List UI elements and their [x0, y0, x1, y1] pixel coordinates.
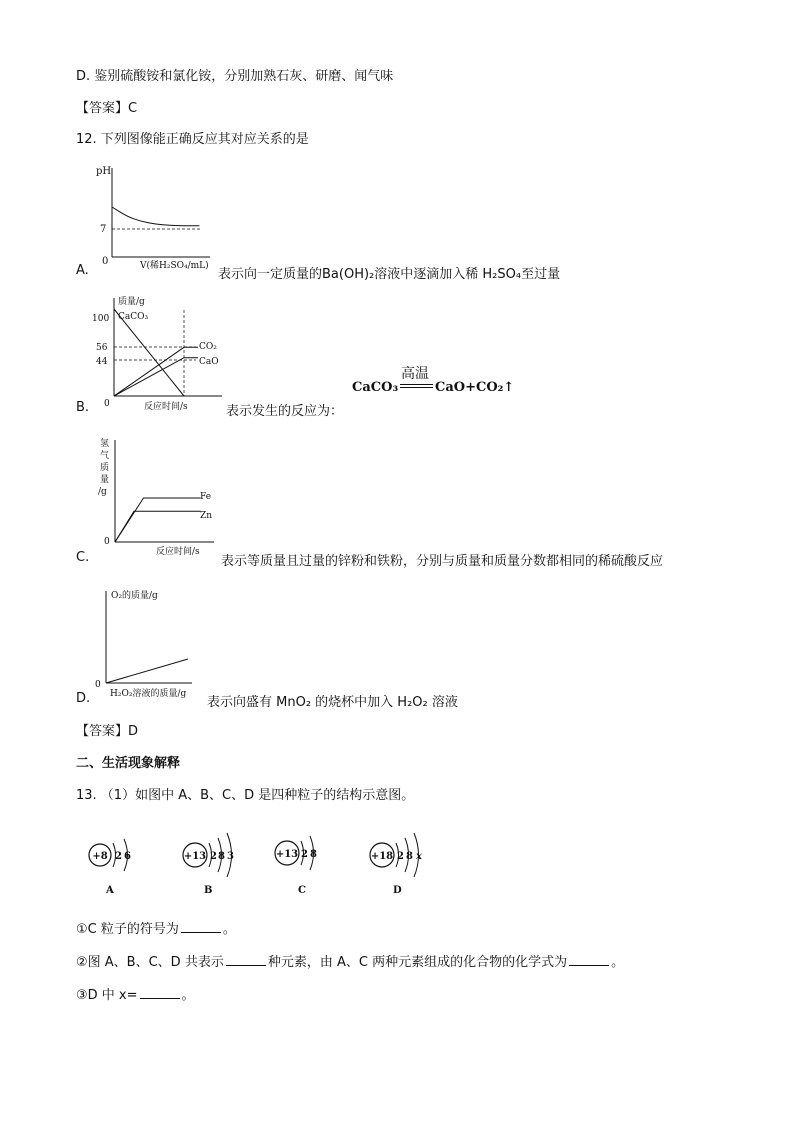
chart-a-ytick: 7 — [100, 224, 107, 235]
svg-text:6: 6 — [124, 851, 131, 862]
equation-equals-sign — [400, 384, 433, 388]
chart-c-origin: 0 — [104, 537, 110, 547]
q13-sub2-blank-2[interactable] — [569, 953, 609, 966]
svg-text:+8: +8 — [92, 851, 108, 862]
chart-d-xlabel: H₂O₂溶液的质量/g — [110, 689, 187, 699]
chart-b-series-caco3 — [114, 309, 184, 396]
q12-option-a-letter: A. — [76, 263, 89, 278]
chart-c-ylabel — [98, 437, 109, 497]
chart-b-label-cao: CaO — [199, 357, 219, 367]
q13-sub3-blank[interactable] — [140, 986, 180, 999]
chart-a-series-ph — [112, 207, 199, 226]
svg-text:气: 气 — [100, 451, 110, 461]
chart-d — [92, 585, 207, 703]
chart-c — [92, 432, 222, 560]
q13-sub2-blank-1[interactable] — [226, 953, 266, 966]
equation-condition: 高温 — [401, 366, 429, 382]
chart-a-xlabel: V(稀H₂SO₄/mL) — [140, 261, 209, 271]
particle-a-label: A — [106, 885, 114, 896]
chart-b — [92, 292, 232, 416]
q13-sub2-suffix: 。 — [611, 955, 625, 970]
q13-sub3-prefix: ③D 中 x= — [76, 988, 138, 1003]
q13-sub3 — [76, 986, 195, 1005]
chart-c-label-zn: Zn — [200, 511, 213, 521]
particle-c — [275, 836, 317, 896]
chart-a — [92, 160, 220, 272]
svg-text:+13: +13 — [183, 851, 207, 862]
chart-b-series-cao — [114, 358, 198, 396]
chart-c-series-fe — [115, 498, 201, 542]
chart-b-ytick-44: 44 — [96, 357, 108, 367]
particle-a — [89, 839, 131, 896]
svg-text:2: 2 — [397, 851, 404, 862]
svg-text:8: 8 — [406, 851, 413, 862]
chart-c-xlabel: 反应时间/s — [156, 547, 200, 557]
svg-text:+18: +18 — [370, 851, 394, 862]
q13-sub2 — [76, 953, 624, 972]
chart-b-xlabel: 反应时间/s — [144, 402, 188, 412]
particle-c-label: C — [298, 885, 306, 896]
svg-text:氢: 氢 — [100, 439, 110, 449]
chart-d-series-o2 — [106, 659, 188, 683]
q11-answer: 【答案】C — [76, 101, 138, 116]
chart-b-ytick-100: 100 — [92, 314, 110, 324]
chart-c-label-fe: Fe — [200, 492, 212, 502]
equation-right: CaO+CO₂↑ — [435, 380, 515, 395]
q12-option-b-letter: B. — [76, 400, 90, 415]
chart-d-ylabel: O₂的质量/g — [111, 591, 158, 601]
svg-text:8: 8 — [218, 851, 225, 862]
chart-b-origin: 0 — [104, 399, 110, 409]
svg-text:3: 3 — [227, 851, 234, 862]
chart-b-label-co2: CO₂ — [199, 342, 217, 352]
q12-option-c-letter: C. — [76, 550, 90, 565]
q13-sub1-prefix: ①C 粒子的符号为 — [76, 922, 179, 937]
q12-answer: 【答案】D — [76, 724, 139, 739]
q13-sub1 — [76, 920, 236, 939]
section-2-title: 二、生活现象解释 — [76, 756, 181, 771]
particle-b-label: B — [204, 885, 213, 896]
svg-text:量: 量 — [100, 475, 110, 485]
q12-option-c-text: 表示等质量且过量的锌粉和铁粉，分别与质量和质量分数都相同的稀硫酸反应 — [221, 554, 664, 569]
chart-a-ylabel: pH — [96, 166, 112, 177]
q13-sub3-suffix: 。 — [181, 988, 195, 1003]
q13-stem: 13. （1）如图中 A、B、C、D 是四种粒子的结构示意图。 — [76, 788, 415, 803]
svg-text:2: 2 — [301, 849, 308, 860]
chart-d-origin: 0 — [95, 680, 101, 690]
particle-d-label: D — [393, 885, 402, 896]
svg-text:x: x — [416, 851, 422, 862]
svg-text:/g: /g — [98, 487, 107, 497]
q11-option-d: D. 鉴别硫酸铵和氯化铵，分别加熟石灰、研磨、闻气味 — [76, 69, 394, 84]
q12-option-d-letter: D. — [76, 691, 91, 706]
particle-d — [370, 833, 423, 896]
q12-option-a-text: 表示向一定质量的Ba(OH)₂溶液中逐滴加入稀 H₂SO₄至过量 — [218, 267, 561, 282]
svg-text:+13: +13 — [275, 849, 299, 860]
q13-sub1-blank[interactable] — [181, 920, 221, 933]
svg-text:8: 8 — [310, 849, 317, 860]
svg-text:2: 2 — [115, 851, 122, 862]
chart-a-origin: 0 — [102, 256, 109, 267]
q12-option-b-text: 表示发生的反应为： — [226, 404, 344, 419]
equation-left: CaCO₃ — [352, 380, 399, 395]
svg-text:质: 质 — [100, 463, 110, 473]
chart-b-ytick-56: 56 — [96, 343, 108, 353]
q12-stem: 12. 下列图像能正确反应其对应关系的是 — [76, 132, 309, 147]
particle-diagrams — [76, 825, 456, 903]
q12-option-d-text: 表示向盛有 MnO₂ 的烧杯中加入 H₂O₂ 溶液 — [207, 695, 458, 710]
q13-sub1-suffix: 。 — [222, 922, 236, 937]
q13-sub2-middle: 种元素，由 A、C 两种元素组成的化合物的化学式为 — [267, 955, 568, 970]
chart-c-series-zn — [115, 511, 201, 542]
q13-sub2-prefix: ②图 A、B、C、D 共表示 — [76, 955, 224, 970]
chart-b-label-caco3: CaCO₃ — [118, 312, 149, 322]
chart-b-ylabel: 质量/g — [118, 297, 145, 307]
svg-text:2: 2 — [210, 851, 217, 862]
particle-b — [183, 833, 234, 896]
